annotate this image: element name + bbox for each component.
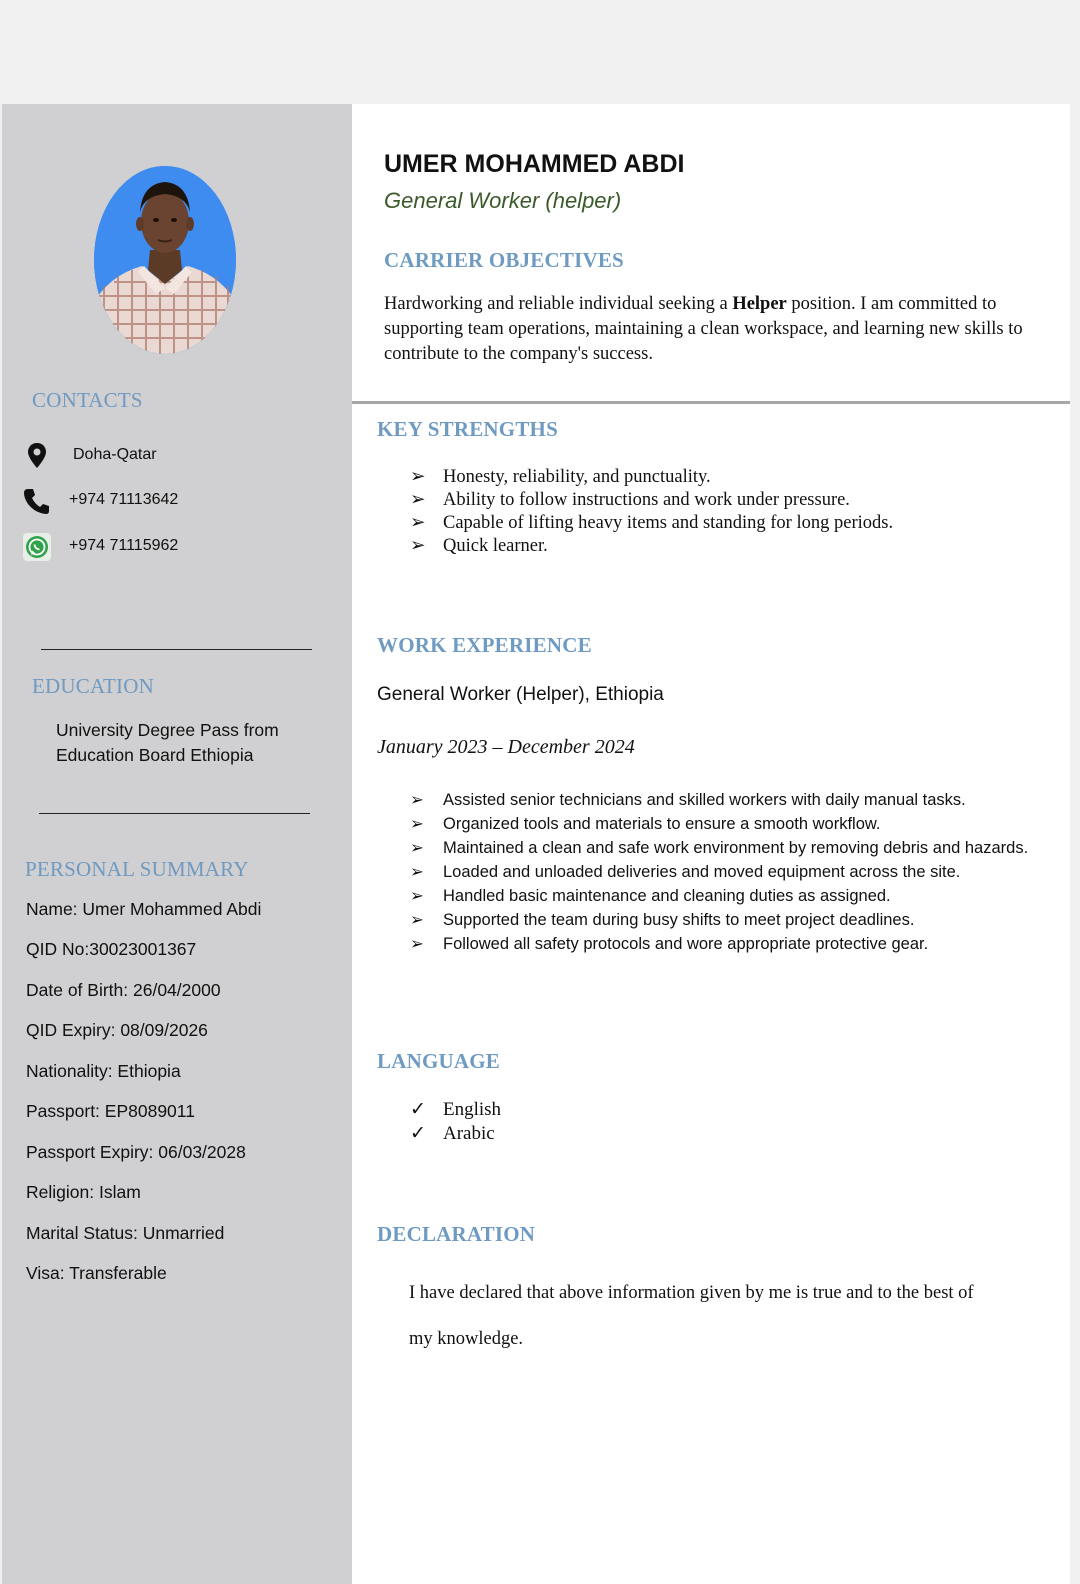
experience-list: [410, 788, 1030, 956]
personal-nationality: Nationality: Ethiopia: [26, 1061, 181, 1081]
declaration-line: my knowledge.: [409, 1329, 524, 1349]
arrow-bullet-icon: ➢: [410, 935, 424, 953]
job-title: General Worker (helper): [384, 188, 622, 213]
list-item: [410, 489, 1050, 512]
key-strengths-list: [410, 466, 1050, 558]
arrow-bullet-icon: ➢: [410, 911, 424, 929]
arrow-bullet-icon: ➢: [410, 467, 426, 487]
objectives-text-part: Hardworking and reliable individual seeking a: [384, 294, 733, 314]
personal-marital-status: Marital Status: Unmarried: [26, 1223, 225, 1243]
list-item-text: Maintained a clean and safe work environment by removing debris and hazards.: [443, 839, 1029, 857]
arrow-bullet-icon: ➢: [410, 536, 426, 556]
declaration-heading: DECLARATION: [377, 1222, 536, 1246]
checkmark-icon: ✓: [410, 1123, 426, 1144]
personal-religion: Religion: Islam: [26, 1182, 141, 1202]
education-line: University Degree Pass from: [56, 720, 279, 740]
arrow-bullet-icon: ➢: [410, 791, 424, 809]
objectives-text: [384, 292, 1054, 367]
contact-whatsapp-text: +974 71115962: [69, 537, 179, 554]
arrow-bullet-icon: ➢: [410, 839, 424, 857]
education-line: Education Board Ethiopia: [56, 745, 254, 765]
list-item-text: Capable of lifting heavy items and standing for long periods.: [443, 513, 894, 533]
list-item: [410, 860, 1030, 884]
profile-photo: [94, 166, 236, 354]
contact-whatsapp: [22, 532, 322, 562]
list-item-text: Quick learner.: [443, 536, 548, 556]
language-list: [410, 1098, 710, 1146]
list-item-text: Arabic: [443, 1123, 495, 1144]
sidebar: [2, 104, 352, 1584]
resume-page: [2, 104, 1070, 1584]
list-item-text: Organized tools and materials to ensure a smooth workflow.: [443, 815, 881, 833]
contacts-heading: CONTACTS: [32, 388, 143, 412]
personal-passport-expiry: Passport Expiry: 06/03/2028: [26, 1142, 246, 1162]
list-item: [410, 512, 1050, 535]
experience-role: General Worker (Helper), Ethiopia: [377, 684, 664, 705]
list-item-text: Followed all safety protocols and wore appropriate protective gear.: [443, 935, 929, 953]
list-item-text: English: [443, 1099, 502, 1120]
sidebar-divider: [39, 813, 310, 814]
personal-passport: Passport: EP8089011: [26, 1101, 195, 1121]
personal-qid: QID No:30023001367: [26, 939, 197, 959]
personal-qid-expiry: QID Expiry: 08/09/2026: [26, 1020, 208, 1040]
objectives-heading: CARRIER OBJECTIVES: [384, 248, 624, 272]
list-item-text: Supported the team during busy shifts to meet project deadlines.: [443, 911, 915, 929]
whatsapp-icon: [22, 532, 52, 562]
list-item-text: Honesty, reliability, and punctuality.: [443, 467, 711, 487]
list-item: [410, 788, 1030, 812]
education-heading: EDUCATION: [32, 674, 154, 698]
section-divider: [352, 401, 1070, 404]
list-item: [410, 1098, 710, 1122]
arrow-bullet-icon: ➢: [410, 863, 424, 881]
list-item: [410, 812, 1030, 836]
personal-name: Name: Umer Mohammed Abdi: [26, 899, 262, 919]
objectives-text-part: position. I am committed to supporting team operations, maintaining a clean workspace, and learning new skills to contribute to the company's success.: [384, 294, 1023, 364]
contact-location: [22, 441, 322, 471]
work-experience-heading: WORK EXPERIENCE: [377, 633, 592, 657]
personal-summary-heading: PERSONAL SUMMARY: [25, 857, 249, 881]
declaration-text: [409, 1270, 1059, 1362]
checkmark-icon: ✓: [410, 1099, 426, 1120]
arrow-bullet-icon: ➢: [410, 815, 424, 833]
list-item-text: Handled basic maintenance and cleaning duties as assigned.: [443, 887, 891, 905]
arrow-bullet-icon: ➢: [410, 887, 424, 905]
personal-dob: Date of Birth: 26/04/2000: [26, 980, 221, 1000]
list-item-text: Assisted senior technicians and skilled workers with daily manual tasks.: [443, 791, 966, 809]
objectives-bold-role: Helper: [732, 294, 787, 314]
profile-photo-illustration: [94, 166, 236, 354]
sidebar-divider: [41, 649, 312, 650]
contact-phone-text: +974 71113642: [69, 491, 179, 508]
arrow-bullet-icon: ➢: [410, 490, 426, 510]
list-item: [410, 908, 1030, 932]
list-item: [410, 466, 1050, 489]
contact-phone: [22, 486, 322, 516]
list-item: [410, 932, 1030, 956]
location-pin-icon: [22, 441, 52, 471]
list-item-text: Loaded and unloaded deliveries and moved equipment across the site.: [443, 863, 961, 881]
list-item-text: Ability to follow instructions and work under pressure.: [443, 490, 850, 510]
language-heading: LANGUAGE: [377, 1049, 500, 1073]
experience-period: January 2023 – December 2024: [377, 736, 635, 758]
declaration-line: I have declared that above information given by me is true and to the best of: [409, 1283, 974, 1303]
contact-location-text: Doha-Qatar: [73, 446, 157, 463]
phone-icon: [22, 486, 52, 516]
arrow-bullet-icon: ➢: [410, 513, 426, 533]
education-text: [56, 718, 279, 768]
list-item: [410, 836, 1030, 860]
list-item: [410, 535, 1050, 558]
key-strengths-heading: KEY STRENGTHS: [377, 417, 558, 441]
personal-visa: Visa: Transferable: [26, 1263, 167, 1283]
candidate-name: UMER MOHAMMED ABDI: [384, 150, 685, 178]
list-item: [410, 1122, 710, 1146]
list-item: [410, 884, 1030, 908]
